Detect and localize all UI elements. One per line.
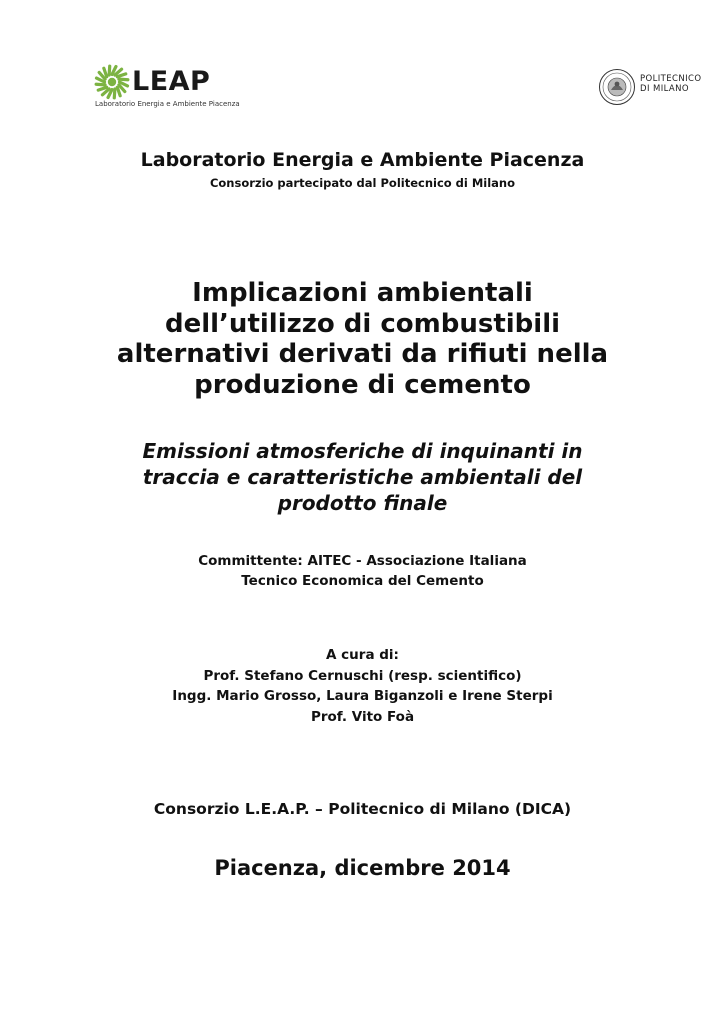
lab-title: Laboratorio Energia e Ambiente Piacenza (140, 149, 585, 171)
leap-sunburst-ray (117, 87, 120, 95)
report-title-line: Implicazioni ambientali (192, 278, 533, 308)
report-title (60, 278, 665, 400)
committente-line: Tecnico Economica del Cemento (241, 573, 484, 589)
leap-sunburst-ray (109, 66, 110, 75)
curatori-line: Ingg. Mario Grosso, Laura Biganzoli e Irene Sterpi (172, 688, 553, 704)
lab-subtitle: Consorzio partecipato dal Politecnico di Milano (209, 176, 516, 190)
polimi-seal-icon (598, 68, 636, 106)
report-subtitle (60, 438, 665, 516)
report-subtitle-line: prodotto finale (277, 491, 448, 515)
place-date: Piacenza, dicembre 2014 (214, 856, 511, 880)
leap-sunburst-icon (94, 64, 130, 100)
leap-wordmark: LEAP (132, 66, 211, 97)
leap-sunburst-ray (114, 89, 115, 98)
report-title-line: produzione di cemento (194, 369, 531, 400)
leap-sunburst-ray (98, 87, 106, 90)
committente (60, 551, 665, 591)
report-title-line: alternativi derivati da rifiuti nella (116, 339, 609, 369)
polimi-logo (598, 68, 708, 108)
curatori-line: Prof. Vito Foà (310, 708, 415, 725)
leap-logo (94, 62, 240, 112)
consorzio-line: Consorzio L.E.A.P. – Politecnico di Milano (DICA) (153, 800, 572, 818)
leap-sunburst-ray (117, 74, 125, 77)
report-subtitle-line: Emissioni atmosferiche di inquinanti in (142, 439, 583, 463)
curatori-line: Prof. Stefano Cernuschi (resp. scientifico) (203, 667, 522, 684)
leap-sunburst-ray (104, 68, 107, 76)
curatori-heading: A cura di: (326, 647, 399, 663)
leap-sunburst-ray (119, 79, 128, 80)
polimi-name-line2: DI MILANO (640, 84, 689, 94)
polimi-name (640, 74, 701, 94)
polimi-name-line1: POLITECNICO (640, 74, 702, 84)
leap-sunburst-ray (96, 84, 105, 85)
report-subtitle-line: traccia e caratteristiche ambientali del (142, 465, 583, 489)
leap-logo-subtitle: Laboratorio Energia e Ambiente Piacenza (95, 100, 240, 108)
committente-line: Committente: AITEC - Associazione Italiana (198, 553, 527, 569)
report-title-line: dell’utilizzo di combustibili (164, 308, 561, 339)
curatori (60, 645, 665, 727)
